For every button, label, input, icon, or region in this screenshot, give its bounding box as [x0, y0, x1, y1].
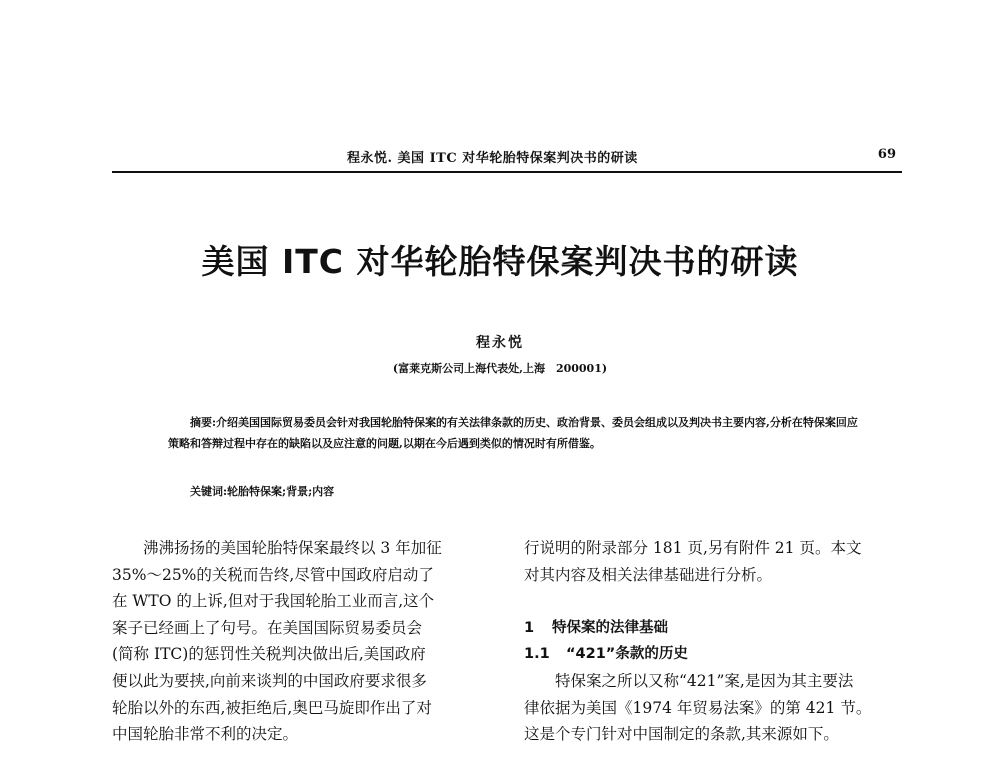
subsection-number: 1.1	[524, 646, 550, 663]
paragraph-gap	[524, 588, 902, 615]
body-line: 这是个专门针对中国制定的条款,其来源如下。	[524, 725, 839, 744]
author-name: 程永悦	[476, 335, 524, 351]
body-line: 案子已经画上了句号。在美国国际贸易委员会	[112, 618, 423, 637]
subsection-heading	[524, 641, 902, 668]
running-title: 程永悦. 美国 ITC 对华轮胎特保案判决书的研读	[347, 151, 638, 166]
body-line: 沸沸扬扬的美国轮胎特保案最终以 3 年加征	[143, 539, 442, 557]
section-heading	[524, 615, 902, 642]
author-affiliation: (富莱克斯公司上海代表处,上海 200001)	[392, 362, 608, 375]
section-number: 1	[524, 619, 535, 636]
article-title: 美国 ITC 对华轮胎特保案判决书的研读	[201, 242, 799, 281]
body-line: 律依据为美国《1974 年贸易法案》的第 421 节。	[524, 698, 872, 717]
body-line: 在 WTO 的上诉,但对于我国轮胎工业而言,这个	[112, 592, 435, 611]
body-column-right	[524, 535, 902, 748]
body-column-left	[112, 535, 490, 748]
body-line: 中国轮胎非常不利的决定。	[112, 725, 299, 744]
body-line: 行说明的附录部分 181 页,另有附件 21 页。本文	[524, 539, 862, 557]
body-line: 35%～25%的关税而告终,尽管中国政府启动了	[112, 565, 434, 584]
abstract: 摘要:介绍美国国际贸易委员会针对我国轮胎特保案的有关法律条款的历史、政治背景、委员会组成以及判决书主要内容,分析在特保案回应策略和答辩过程中存在的缺陷以及应注意的问题,以期在今后遇到类似的情况时有所借鉴。	[168, 416, 858, 450]
body-line: 特保案之所以又称“421”案,是因为其主要法	[555, 671, 854, 690]
body-line: 对其内容及相关法律基础进行分析。	[524, 565, 773, 584]
body-line: 便以此为要挟,向前来谈判的中国政府要求很多	[112, 671, 427, 690]
running-header	[112, 143, 902, 173]
page-number: 69	[877, 147, 896, 162]
subsection-title: “421”条款的历史	[566, 646, 688, 663]
section-title: 特保案的法律基础	[552, 619, 668, 636]
keywords: 关键词:轮胎特保案;背景;内容	[190, 485, 335, 498]
body-line: (简称 ITC)的惩罚性关税判决做出后,美国政府	[112, 645, 426, 664]
body-line: 轮胎以外的东西,被拒绝后,奥巴马旋即作出了对	[112, 698, 432, 717]
